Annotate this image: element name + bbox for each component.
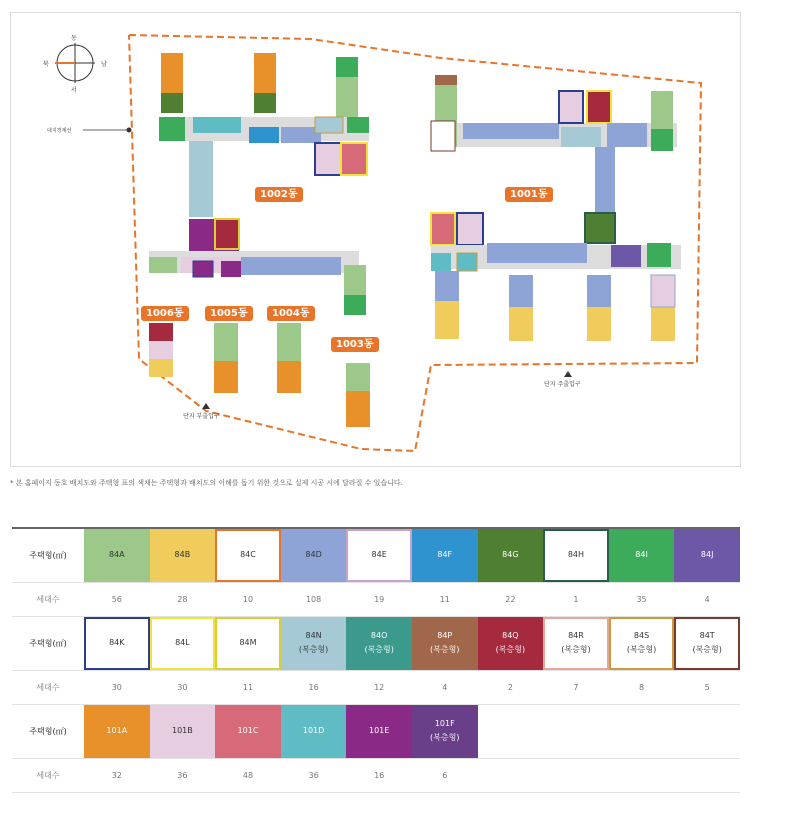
sub-gate-label: 단지 부출입구 — [183, 413, 220, 420]
unit-type-label: 84I — [635, 550, 648, 560]
unit-type-cell — [478, 704, 544, 758]
unit-type-cell — [478, 616, 544, 670]
unit-count-cell: 4 — [674, 582, 740, 616]
unit-count-cell — [674, 758, 740, 792]
unit-type-cell — [543, 704, 609, 758]
sub-gate-marker-icon — [202, 403, 210, 409]
unit-type-label: 101A — [106, 726, 128, 735]
unit-type-label: 84E — [346, 529, 412, 582]
unit-count-cell — [543, 758, 609, 792]
unit-type-label: 84L — [150, 617, 216, 670]
unit-type-cell — [150, 528, 216, 582]
main-gate-label: 단지 주출입구 — [544, 381, 581, 388]
type-row-header: 주택형(㎡) — [12, 528, 84, 582]
unit-type-cell — [84, 616, 150, 670]
unit-type-cell — [674, 528, 740, 582]
building-label-1001: 1001동 — [505, 187, 553, 202]
unit-type-cell — [346, 528, 412, 582]
unit-type-label: 84N (복층형) — [298, 631, 329, 654]
unit-type-cell — [674, 616, 740, 670]
unit-type-label: 84J — [700, 550, 714, 560]
unit-type-label: 101B — [172, 726, 193, 735]
unit-type-label: 84B — [174, 550, 191, 560]
unit-type-cell — [412, 704, 478, 758]
unit-type-cell — [215, 704, 281, 758]
unit-type-cell — [346, 616, 412, 670]
unit-type-cell — [543, 616, 609, 670]
unit-type-label: 84K — [84, 617, 150, 670]
unit-type-label: 84O (복층형) — [364, 631, 394, 654]
unit-type-label — [609, 705, 675, 758]
compass-north-label: 북 — [43, 61, 49, 68]
unit-count-cell: 6 — [412, 758, 478, 792]
count-row — [12, 758, 740, 792]
disclaimer-note: * 본 홈페이지 동호 배치도와 주택형 표의 색채는 주택형과 배치도의 이해를 돕기 위한 것으로 실제 시공 시에 달라질 수 있습니다. — [10, 479, 403, 487]
unit-type-label — [543, 705, 609, 758]
unit-type-label: 84R (복층형) — [543, 617, 609, 670]
building-1001-block — [431, 75, 681, 341]
unit-count-cell: 16 — [346, 758, 412, 792]
unit-type-cell — [84, 704, 150, 758]
unit-count-cell: 36 — [150, 758, 216, 792]
type-row-header: 주택형(㎡) — [12, 704, 84, 758]
unit-type-label: 84S (복층형) — [609, 617, 675, 670]
main-gate-marker-icon — [564, 371, 572, 377]
unit-type-label: 84D — [305, 550, 322, 560]
unit-type-label: 101D — [302, 726, 325, 735]
boundary-label: 대지경계선 — [47, 128, 72, 134]
unit-type-cell — [150, 704, 216, 758]
unit-count-cell: 32 — [84, 758, 150, 792]
unit-count-cell: 22 — [478, 582, 544, 616]
site-plan-panel — [10, 12, 741, 467]
building-label-1005: 1005동 — [205, 306, 253, 321]
type-row — [12, 616, 740, 670]
unit-count-cell: 56 — [84, 582, 150, 616]
unit-type-cell — [478, 528, 544, 582]
unit-count-cell: 2 — [478, 670, 544, 704]
unit-count-cell: 19 — [346, 582, 412, 616]
unit-type-table — [12, 527, 740, 793]
unit-type-cell — [84, 528, 150, 582]
unit-type-cell — [281, 528, 347, 582]
type-row-header: 주택형(㎡) — [12, 616, 84, 670]
unit-type-cell — [215, 528, 281, 582]
building-1006-block — [149, 323, 173, 377]
type-row — [12, 528, 740, 582]
compass-east-label: 동 — [71, 35, 77, 42]
unit-type-label: 84H — [543, 529, 609, 582]
unit-type-cell — [346, 704, 412, 758]
unit-type-cell — [281, 616, 347, 670]
unit-count-cell: 16 — [281, 670, 347, 704]
count-row — [12, 582, 740, 616]
unit-type-label: 84Q (복층형) — [495, 631, 526, 654]
unit-type-cell — [609, 528, 675, 582]
building-1002-block — [149, 53, 369, 315]
unit-count-cell: 11 — [215, 670, 281, 704]
unit-type-label: 101E — [369, 726, 390, 735]
unit-type-cell — [609, 704, 675, 758]
unit-type-label: 101C — [237, 726, 259, 735]
unit-count-cell — [478, 758, 544, 792]
unit-type-label: 84C — [215, 529, 281, 582]
unit-count-cell — [609, 758, 675, 792]
unit-count-cell: 11 — [412, 582, 478, 616]
unit-type-label: 84G — [502, 550, 519, 560]
unit-count-cell: 7 — [543, 670, 609, 704]
compass-south-label: 남 — [101, 61, 107, 68]
site-plan-map — [11, 13, 740, 466]
unit-count-cell: 10 — [215, 582, 281, 616]
unit-count-cell: 30 — [84, 670, 150, 704]
unit-type-label: 84M — [215, 617, 281, 670]
unit-type-label: 101F (복층형) — [430, 719, 460, 742]
unit-count-cell: 12 — [346, 670, 412, 704]
unit-type-label: 84P (복층형) — [430, 631, 460, 654]
type-row — [12, 704, 740, 758]
unit-type-label: 84A — [108, 550, 125, 560]
unit-type-label: 84T (복층형) — [674, 617, 740, 670]
building-1003-block — [346, 363, 370, 427]
building-label-1006: 1006동 — [141, 306, 189, 321]
unit-type-cell — [412, 528, 478, 582]
unit-type-cell — [609, 616, 675, 670]
unit-count-cell: 8 — [609, 670, 675, 704]
unit-type-cell — [412, 616, 478, 670]
unit-type-cell — [543, 528, 609, 582]
building-1004-block — [277, 323, 301, 393]
building-label-1004: 1004동 — [267, 306, 315, 321]
unit-type-cell — [674, 704, 740, 758]
unit-count-cell: 4 — [412, 670, 478, 704]
compass-icon — [55, 43, 95, 83]
count-row-header: 세대수 — [12, 670, 84, 704]
unit-type-cell — [281, 704, 347, 758]
unit-count-cell: 1 — [543, 582, 609, 616]
unit-type-cell — [215, 616, 281, 670]
building-1005-block — [214, 323, 238, 393]
unit-count-cell: 36 — [281, 758, 347, 792]
unit-type-label — [674, 705, 740, 758]
unit-count-cell: 30 — [150, 670, 216, 704]
building-label-1002: 1002동 — [255, 187, 303, 202]
unit-count-cell: 5 — [674, 670, 740, 704]
unit-count-cell: 48 — [215, 758, 281, 792]
unit-count-cell: 28 — [150, 582, 216, 616]
compass-west-label: 서 — [71, 87, 77, 94]
count-row-header: 세대수 — [12, 582, 84, 616]
unit-type-cell — [150, 616, 216, 670]
unit-count-cell: 108 — [281, 582, 347, 616]
count-row — [12, 670, 740, 704]
building-label-1003: 1003동 — [331, 337, 379, 352]
unit-count-cell: 35 — [609, 582, 675, 616]
count-row-header: 세대수 — [12, 758, 84, 792]
unit-type-label: 84F — [437, 550, 453, 560]
unit-type-label — [478, 705, 544, 758]
